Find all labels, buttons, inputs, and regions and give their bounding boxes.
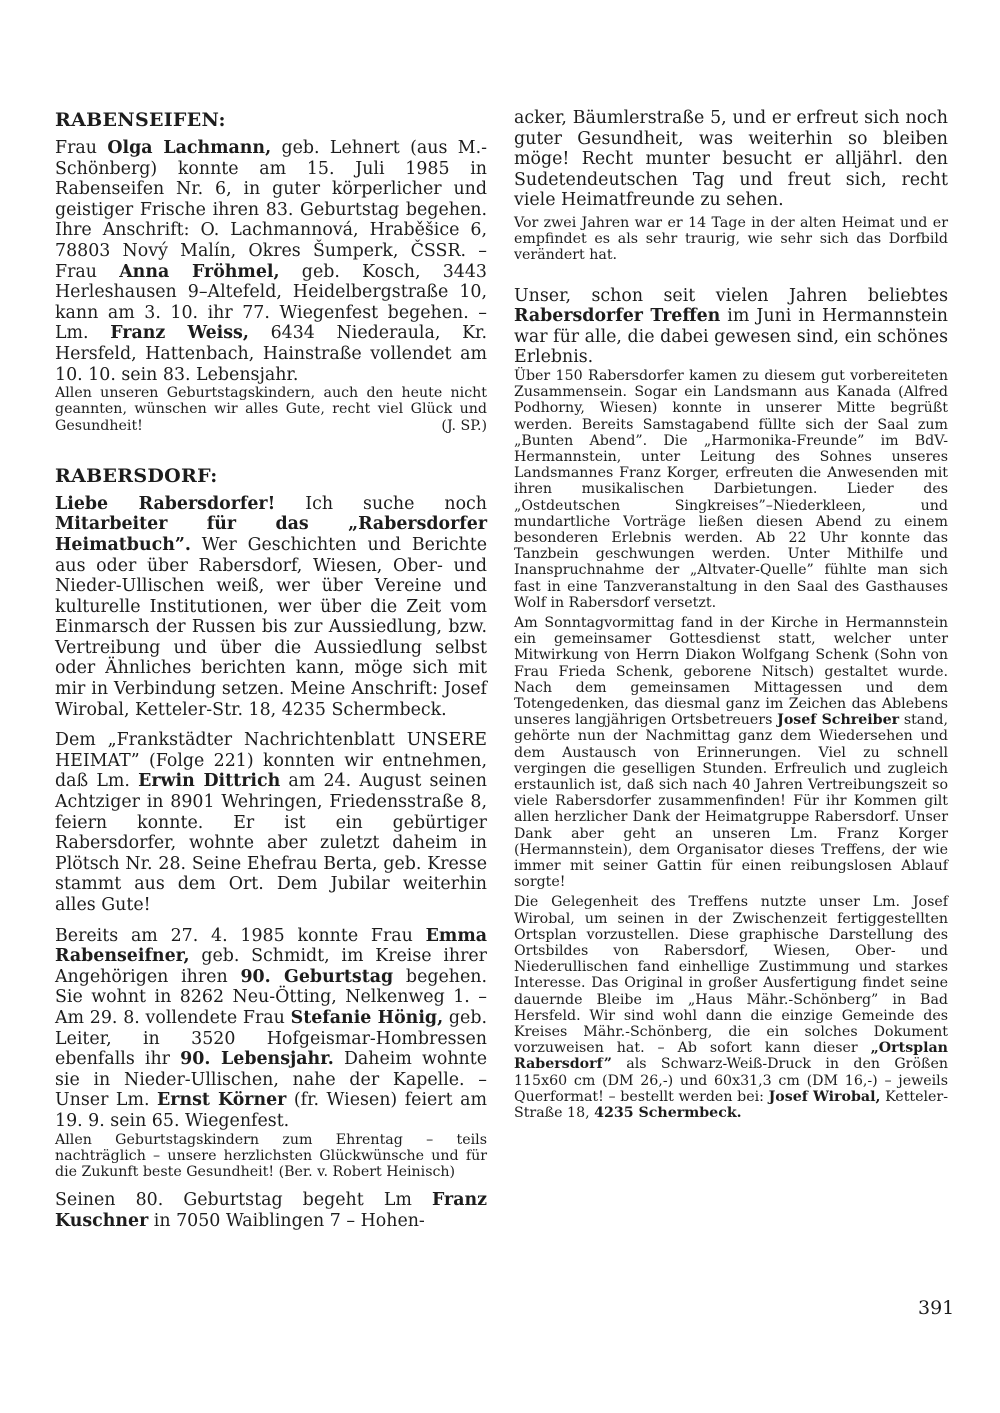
text: geb. Kosch, 3443 Herleshausen 9–Altefeld, Heidelbergstraße 10, kann am 3. 10. ihr 77. Wiegenfest begehen. – Lm.: [55, 261, 487, 344]
text: Allen unseren Geburtstagskindern, auch den heute nicht geannten, wünschen wir alles Gute, recht viel Glück und Gesundheit!: [55, 385, 487, 434]
text: stand, gehörte nun der Nachmittag ganz dem Wiedersehen und dem Austausch von Erinnerungen. Viel zu schnell vergingen die geselligen Stunden. Erfreulich und zugleich erstaunlich ist, daß sich nach 40 Jahren Vertreibungszeit so viele Rabersdorfer zusammenfinden! Für ihr Kommen gilt allen herzlicher Dank der Heimatgruppe Rabersdorf. Unser Dank aber geht an unseren Lm. Franz Korger (Hermannstein), dem Organisator dieses Treffens, der wie immer mit seiner Gattin für einen reibungslosen Ablauf sorgte!: [514, 712, 948, 891]
paragraph-treffen-sunday: [514, 615, 948, 890]
paragraph-rabenseifen-birthdays: [55, 138, 487, 385]
spacer: [55, 916, 487, 926]
text: am 24. August seinen Achtziger in 8901 Wehringen, Friedensstraße 8, feiern konnte. Er ist ein gebürtiger Rabersdorfer, wohnte aber zuletzt daheim in Plötsch Nr. 28. Seine Ehefrau Berta, geb. Kresse stammt aus dem Ort. Dem Jubilar weiterhin alles Gute!: [55, 771, 488, 916]
spacer: [514, 264, 948, 286]
name-bold: Josef Wirobal,: [768, 1088, 881, 1105]
text: begehen. Sie wohnt in 8262 Neu-Ötting, Nelkenweg 1. – Am 29. 8. vollendete Frau: [55, 966, 487, 1028]
text: Unser, schon seit vielen Jahren beliebtes: [514, 285, 948, 306]
paragraph-kuschner-continued: acker, Bäumlerstraße 5, und er erfreut sich noch guter Gesundheit, was weiterhin so bleiben möge! Recht munter besucht er alljährl. den Sudetendeutschen Tag und freut sich, recht viele Heimatfreunde zu sehen.: [514, 108, 948, 211]
text: (fr. Wiesen) feiert am 19. 9. sein 65. Wiegenfest.: [55, 1090, 487, 1131]
paragraph-birthdays-90: [55, 926, 487, 1132]
name-bold: Erwin Dittrich: [138, 771, 281, 792]
left-column: [55, 108, 487, 1231]
event-bold: Rabersdorfer Treffen: [514, 306, 721, 327]
text: Bereits am 27. 4. 1985 konnte Frau: [55, 925, 426, 946]
name-bold: Emma Rabenseifner,: [55, 925, 487, 967]
author-signature: (J. SP.): [441, 417, 487, 434]
text: 6434 Niederaula, Kr. Hersfeld, Hattenbach, Hainstraße vollendet am 10. 10. sein 83. Lebensjahr.: [55, 323, 487, 385]
spacer: [55, 434, 487, 464]
name-bold: Olga Lachmann,: [107, 138, 272, 158]
paragraph-franz-kuschner: [55, 1190, 487, 1231]
section-heading-rabersdorf: RABERSDORF:: [55, 464, 218, 487]
paragraph-treffen-saturday: Über 150 Rabersdorfer kamen zu diesem gut vorbereiteten Zusammensein. Sogar ein Landsmann aus Kanada (Alfred Podhorny, Wiesen) konnte in unserer Mitte begrüßt werden. Bereits Samstagabend füllte sich der Saal zum „Bunten Abend”. Die „Harmonika-Freunde” im BdV-Hermannstein, unter Leitung des Sohnes unseres Landsmannes Franz Korger, erfreuten die Anwesenden mit ihren musikalischen Darbietungen. Lieder des „Ostdeutschen Singkreises”–Niederkleen, und mundartliche Vorträge ließen diesen Abend zu einem besonderen Erlebnis werden. Ab 22 Uhr konnte das Tanzbein geschwungen werden. Unter Mithilfe und Inanspruchnahme der „Altvater-Quelle” fühlte man sich fast in eine Tanzveranstaltung in den Saal des Gasthauses Wolf in Rabersdorf versetzt.: [514, 367, 948, 611]
address-bold: 4235 Schermbeck.: [594, 1105, 742, 1122]
salutation-bold: Liebe Rabersdorfer!: [55, 493, 276, 514]
section-heading-rabenseifen: RABENSEIFEN:: [55, 109, 226, 131]
text: Seinen 80. Geburtstag begeht Lm: [55, 1190, 432, 1211]
text: Frau: [55, 138, 108, 158]
paragraph-kuschner-visit: Vor zwei Jahren war er 14 Tage in der alten Heimat und er empfindet es als sehr traurig, wie sehr sich das Dorfbild verändert hat.: [514, 214, 948, 264]
text: Wer Geschichten und Berichte aus oder über Rabersdorf, Wiesen, Ober- und Nieder-Ullischen weiß, wer über Vereine und kulturelle Institutionen, wer über die Zeit vom Einmarsch der Russen bis zur Aussiedlung, bzw. Vertreibung und über die Aussiedlung selbst oder Ähnliches berichten kann, möge sich mit mir in Verbindung setzen. Meine Anschrift: Josef Wirobal, Ketteler-Str. 18, 4235 Schermbeck.: [55, 534, 487, 720]
paragraph-ortsplan: [514, 894, 948, 1121]
title-bold: „Ortsplan Rabersdorf”: [514, 1040, 948, 1073]
text: Ketteler-Straße 18,: [514, 1088, 948, 1122]
name-bold: Franz Kuschner: [55, 1190, 487, 1231]
text: geb. Schmidt, im Kreise ihrer Angehörigen ihren: [55, 946, 487, 987]
spacer: [55, 1180, 487, 1190]
paragraph-rabenseifen-wishes: [55, 385, 487, 434]
name-bold: Josef Schreiber: [777, 712, 900, 729]
text: im Juni in Hermannstein war für alle, die dabei gewesen sind, ein schönes Erlebnis.: [514, 306, 948, 368]
text: Am Sonntagvormittag fand in der Kirche in Hermannstein ein gemeinsamer Gottesdienst statt, welcher unter Mitwirkung von Herrn Diakon Wolfgang Schenk (Sohn von Frau Frieda Schenk, geborene Nitsch) gestaltet wurde. Nach dem gemeinsamen Mittagessen und dem Totengedenken, das diesmal ganz im Zeichen das Ablebens unseres langjährigen Ortsbetreuers: [514, 615, 948, 729]
name-bold: Stefanie Hönig,: [290, 1007, 444, 1028]
highlight-bold: 90. Lebensjahr.: [180, 1049, 334, 1070]
text: Daheim wohnte sie in Nieder-Ullischen, nahe der Kapelle. – Unser Lm.: [55, 1049, 487, 1111]
paragraph-rabersdorf-wishes: Allen Geburtstagskindern zum Ehrentag – teils nachträglich – unsere herzlichsten Glückwünsche und für die Zukunft beste Gesundheit! (Ber. v. Robert Heinisch): [55, 1131, 487, 1180]
paragraph-treffen-intro: [514, 286, 948, 368]
spacer: [55, 720, 487, 730]
paragraph-erwin-dittrich: [55, 730, 487, 915]
highlight-bold: Mitarbeiter für das „Rabersdorfer Heimatbuch”.: [55, 514, 487, 555]
text: Ich suche noch: [275, 493, 487, 514]
text: in 7050 Waiblingen 7 – Hohen-: [148, 1210, 425, 1231]
highlight-bold: 90. Geburtstag: [240, 966, 394, 987]
text: geb. Lehnert (aus M.-Schönberg) konnte am 15. Juli 1985 in Rabenseifen Nr. 6, in guter körperlicher und geistiger Frische ihren 83. Geburtstag begehen. Ihre Anschrift: O. Lachmannová, Hraběšice 6, 78803 Nový Malín, Okres Šumperk, ČSSR. – Frau: [55, 138, 487, 282]
name-bold: Anna Fröhmel,: [119, 261, 280, 282]
page-number: 391: [918, 1297, 955, 1319]
right-column: [514, 108, 948, 1121]
text: geb. Leiter, in 3520 Hofgeismar-Hombressen ebenfalls ihr: [55, 1007, 487, 1070]
text: Die Gelegenheit des Treffens nutzte unser Lm. Josef Wirobal, um seinen in der Zwischenzeit fertiggestellten Ortsplan vorzustellen. Diese graphische Darstellung des Ortsbildes von Rabersdorf, Wiesen, Ober- und Niederullischen fand einhellige Zustimmung und starkes Interesse. Das Original in großer Ausfertigung findet seine dauernde Bleibe im „Haus Mähr.-Schönberg” in Bad Hersfeld. Wir sind wohl dann die einzige Gemeinde des Kreises Mähr.-Schönberg, die ein solches Dokument vorzuweisen hat. – Ab sofort kann dieser: [514, 894, 948, 1057]
name-bold: Ernst Körner: [157, 1090, 287, 1111]
text: Dem „Frankstädter Nachrichtenblatt UNSERE HEIMAT” (Folge 221) konnten wir entnehmen, daß Lm.: [55, 730, 487, 792]
paragraph-heimatbuch-call: [55, 494, 487, 721]
text: als Schwarz-Weiß-Druck in den Größen 115x60 cm (DM 26,-) und 60x31,3 cm (DM 16,-) – jeweils Querformat! – bestellt werden bei:: [514, 1056, 948, 1105]
name-bold: Franz Weiss,: [110, 323, 249, 344]
